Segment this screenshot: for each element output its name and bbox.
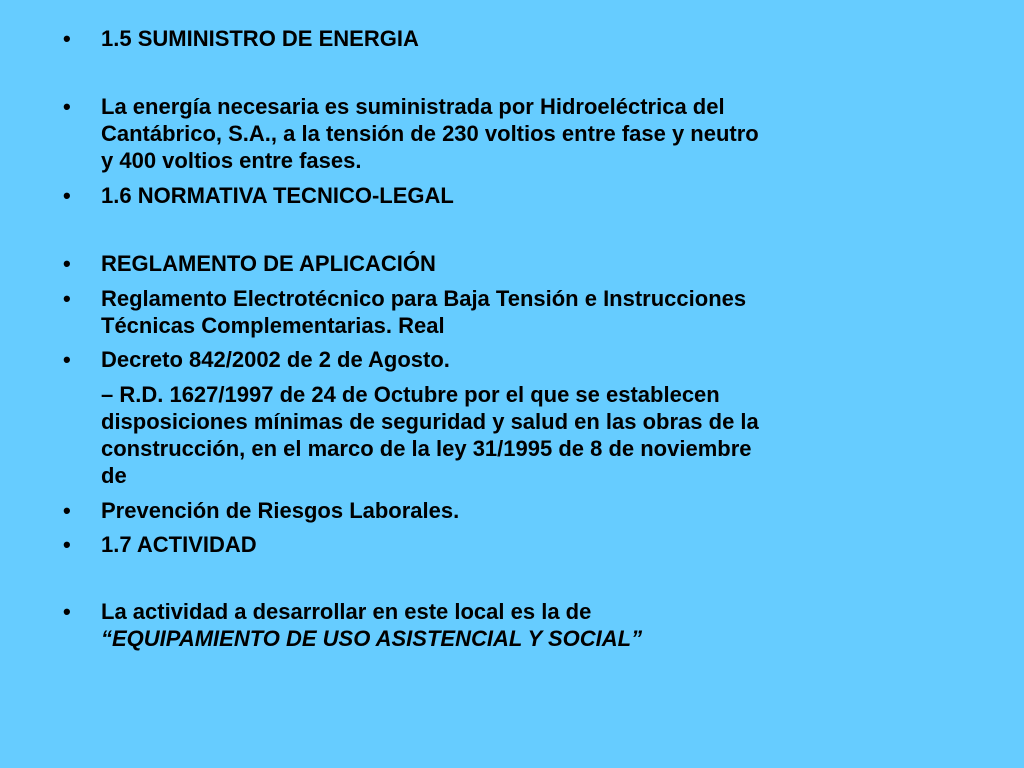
item-line: 1.6 NORMATIVA TECNICO-LEGAL (101, 183, 454, 208)
bullet-item-normativa-heading (63, 182, 981, 209)
item-line: Reglamento Electrotécnico para Baja Tensión e Instrucciones (101, 286, 747, 311)
bullet-item-reglamento-heading (63, 250, 981, 277)
item-line: – R.D. 1627/1997 de 24 de Octubre por el que se establecen (101, 382, 720, 407)
bullet-item-prevencion (63, 497, 981, 524)
bullet-dot-icon: • (63, 26, 71, 51)
bullet-item-actividad-heading (63, 531, 981, 558)
bullet-item-suministro-heading (63, 25, 981, 52)
item-line: Cantábrico, S.A., a la tensión de 230 voltios entre fase y neutro (101, 121, 759, 146)
item-line: de (101, 463, 127, 488)
item-line-quoted: “EQUIPAMIENTO DE USO ASISTENCIAL Y SOCIAL” (101, 626, 643, 651)
sub-item-rd-1627 (101, 381, 981, 489)
item-line: REGLAMENTO DE APLICACIÓN (101, 251, 436, 276)
bullet-dot-icon: • (63, 251, 71, 276)
bullet-item-decreto (63, 346, 981, 373)
bullet-dot-icon: • (63, 94, 71, 119)
item-line: Decreto 842/2002 de 2 de Agosto. (101, 347, 450, 372)
item-line: 1.5 SUMINISTRO DE ENERGIA (101, 26, 419, 51)
item-line: Prevención de Riesgos Laborales. (101, 498, 460, 523)
item-line: 1.7 ACTIVIDAD (101, 532, 257, 557)
item-line: y 400 voltios entre fases. (101, 148, 362, 173)
bullet-dot-icon: • (63, 347, 71, 372)
bullet-dot-icon: • (63, 183, 71, 208)
item-line: construcción, en el marco de la ley 31/1995 de 8 de noviembre (101, 436, 752, 461)
bullet-dot-icon: • (63, 498, 71, 523)
item-line: La energía necesaria es suministrada por Hidroeléctrica del (101, 94, 725, 119)
bullet-dot-icon: • (63, 599, 71, 624)
item-line: Técnicas Complementarias. Real (101, 313, 445, 338)
bullet-dot-icon: • (63, 286, 71, 311)
bullet-item-reglamento-text (63, 285, 981, 339)
bullet-dot-icon: • (63, 532, 71, 557)
bullet-item-actividad-text (63, 598, 981, 652)
item-line: disposiciones mínimas de seguridad y salud en las obras de la (101, 409, 759, 434)
bullet-item-energia-text (63, 93, 981, 174)
item-line: La actividad a desarrollar en este local es la de (101, 599, 592, 624)
